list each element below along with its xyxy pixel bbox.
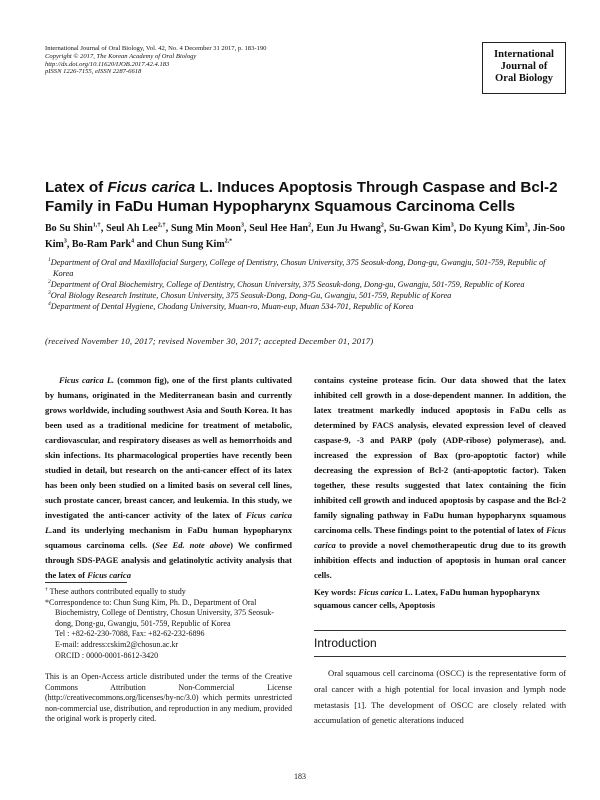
journal-header (45, 45, 465, 76)
open-access-notice: This is an Open-Access article distributed under the terms of the Creative Commons Attribution Non-Commercial License (http://creativecommons.org/licenses/by-nc/3.0) which permits unrestricted non-commercial use, distribution, and reproduction in any medium, provided the original work is properly cited. (45, 672, 292, 724)
species-name: Ficus carica L. (45, 510, 292, 535)
editor-note: See Ed. note above (155, 540, 231, 550)
author-affiliation-mark: 2,* (224, 238, 233, 245)
author-separator: , (66, 239, 72, 250)
author-separator: , (383, 223, 390, 234)
brand-line: Oral Biology (495, 73, 553, 85)
affiliation-mark: 1 (48, 257, 51, 264)
species-name: Ficus carica (314, 525, 566, 550)
footnote-line: dong, Dong-gu, Gwangju, 501-759, Republic of Korea (55, 618, 231, 628)
author-separator: and (134, 239, 156, 250)
abstract-column-left (45, 373, 292, 583)
footnote-rule (45, 582, 127, 583)
abstract-text: ) We confirmed through SDS-PAGE analysis and gelatinolytic activity analysis that the latex of (45, 540, 292, 580)
article-title (45, 178, 565, 216)
author-separator: , (311, 223, 317, 234)
author-separator: , (244, 223, 250, 234)
author-name: Seul Ah Lee (106, 223, 158, 234)
abstract-text: and its underlying mechanism in FaDu human hypopharynx squamous carcinoma cells. ( (45, 525, 292, 550)
footnotes (45, 587, 292, 661)
brand-line: International (493, 49, 555, 60)
author-name: Jin-Soo Kim (45, 223, 566, 250)
title-species: Ficus carica (107, 179, 196, 196)
journal-brand-box (482, 42, 566, 94)
affiliation-mark: 2 (48, 279, 51, 286)
footnote-email[interactable]: E-mail: address:cskim2@chosun.ac.kr (55, 639, 179, 649)
author-name: Su-Gwan Kim (389, 223, 451, 234)
affiliation-item (45, 301, 565, 312)
affiliation-text: Department of Oral and Maxillofacial Surgery, College of Dentistry, Chosun University, 375 Seosuk-dong, Dong-gu, Gwangju, 501-759, Republic of Korea (50, 258, 546, 278)
abstract-text: (common fig), one of the first plants cultivated by humans, originated in the Mediterranean basin and currently grows worldwide, including southwest Asia and South Korea. It has been used as a traditional medicine for treatment of metabolic, cardiovascular, and respiratory diseases as well as hemorrhoids and skin infections. Its pharmacological properties have recently been studied in detail, but research on the anti-cancer effect of its latex has been only been studied on a limited basis on several cell lines, such prostate cancer, breast cancer, and leukemia. In this study, we investigated the anti-cancer activity of the latex of (45, 375, 292, 520)
copyright-line: Copyright © 2017, The Korean Academy of Oral Biology (45, 52, 197, 60)
page-number: 183 (294, 772, 306, 781)
keyword-species: Ficus carica (358, 587, 403, 597)
species-name: Ficus carica L. (59, 375, 115, 385)
author-name: Sung Min Moon (171, 223, 241, 234)
footnote-mark: † (45, 586, 48, 593)
author-affiliation-mark: 2,† (157, 222, 166, 229)
author-name: Seul Hee Han (249, 223, 309, 234)
author-affiliation-mark: 1,† (92, 222, 101, 229)
author-name: Eun Ju Hwang (316, 223, 381, 234)
author-name: Bo-Ram Park (71, 239, 132, 250)
author-separator: , (453, 223, 460, 234)
issn-line: pISSN 1226-7155, eISSN 2287-6618 (45, 68, 142, 76)
author-name: Chun Sung Kim (155, 239, 225, 250)
affiliation-list (45, 257, 565, 312)
author-list (45, 221, 565, 253)
author-name: Bo Su Shin (45, 223, 93, 234)
footnote-equal (45, 587, 292, 598)
affiliation-mark: 4 (48, 301, 51, 308)
keywords (314, 586, 566, 611)
title-text: Latex of (45, 179, 108, 196)
brand-line: Journal of (500, 61, 548, 73)
abstract-text: contains cysteine protease ficin. Our data showed that the latex inhibited cell growth in a dose-dependent manner. In addition, the latex treatment markedly induced apoptosis in FaDu cells as determined by FACS analysis, elevated expression level of cleaved caspase-9, -3 and PARP (poly (ADP-ribose) polymerase), and. increased the expression of Bax (pro-apoptotic factor) while decreasing the expression of Bcl-2 (anti-apoptotic factor). Taken together, these results suggested that latex containing the ficin inhibited cell growth and induced apoptosis by caspase and the Bcl-2 family signaling pathway in FaDu human hypopharynx squamous carcinoma cells. These findings point to the potential of latex of (314, 375, 566, 535)
author-separator: , (527, 223, 533, 234)
introduction-text: Oral squamous cell carcinoma (OSCC) is the representative form of oral cancer with a high potential for local invasion and lymph node metastasis [1]. The development of OSCC are closely related with accumulation of genetic alterations induced (314, 668, 566, 726)
affiliation-text: Department of Dental Hygiene, Chodang University, Muan-ro, Muan-eup, Muan 534-701, Republic of Korea (50, 302, 414, 311)
affiliation-item (45, 290, 565, 301)
footnote-line: Biochemistry, College of Dentistry, Chosun University, 375 Seosuk- (55, 608, 274, 618)
footnote-orcid: ORCID : 0000-0001-8612-3420 (55, 650, 159, 660)
author-affiliation-mark: 3 (241, 222, 244, 229)
author-affiliation-mark: 3 (450, 222, 454, 229)
section-rule-top (314, 630, 566, 631)
species-name: Ficus carica (87, 570, 131, 580)
footnote-phone: Tel : +82-62-230-7088, Fax: +82-62-232-6896 (55, 629, 205, 639)
keywords-text: L. Latex, FaDu human hypopharynx squamous cancer cells, Apoptosis (314, 587, 540, 610)
affiliation-mark: 3 (48, 290, 51, 297)
affiliation-text: Department of Oral Biochemistry, College of Dentistry, Chosun University, 375 Seosuk-dong, Dong-gu, Gwangju, 501-759, Republic of Korea (50, 280, 525, 289)
section-rule-bottom (314, 656, 566, 657)
footnote-text: These authors contributed equally to study (47, 587, 186, 596)
affiliation-text: Oral Biology Research Institute, Chosun University, 375 Seosuk-Dong, Dong-Gu, Gwangju, 501-759, Republic of Korea (50, 291, 452, 300)
author-affiliation-mark: 4 (131, 238, 135, 245)
author-affiliation-mark: 3 (524, 222, 528, 229)
footnote-correspondence: *Correspondence to: Chun Sung Kim, Ph. D., Department of Oral (45, 597, 257, 607)
section-heading-introduction: Introduction (314, 636, 377, 650)
author-affiliation-mark: 3 (63, 238, 67, 245)
affiliation-item (45, 279, 565, 290)
affiliation-item (45, 257, 565, 279)
keywords-label: Key words: (314, 587, 359, 597)
title-text: L. Induces Apoptosis Through Caspase and Bcl-2 Family in FaDu Human Hypopharynx Squamous Carcinoma Cells (45, 179, 558, 215)
author-name: Do Kyung Kim (459, 223, 525, 234)
author-affiliation-mark: 2 (380, 222, 384, 229)
author-affiliation-mark: 2 (308, 222, 312, 229)
abstract-text: to provide a novel chemotherapeutic drug due to its growth inhibition effects and induction of apoptosis in human oral cancer cells. (314, 540, 566, 580)
author-separator: , (165, 223, 172, 234)
author-separator: , (100, 223, 107, 234)
abstract-column-right (314, 373, 566, 583)
doi-link[interactable]: http://dx.doi.org/10.11620/IJOB.2017.42.4.183 (45, 60, 170, 68)
journal-citation: International Journal of Oral Biology, Vol. 42, No. 4 December 31 2017, p. 183-190 (45, 45, 267, 52)
received-dates: (received November 10, 2017; revised November 30, 2017; accepted December 01, 2017) (45, 336, 374, 346)
